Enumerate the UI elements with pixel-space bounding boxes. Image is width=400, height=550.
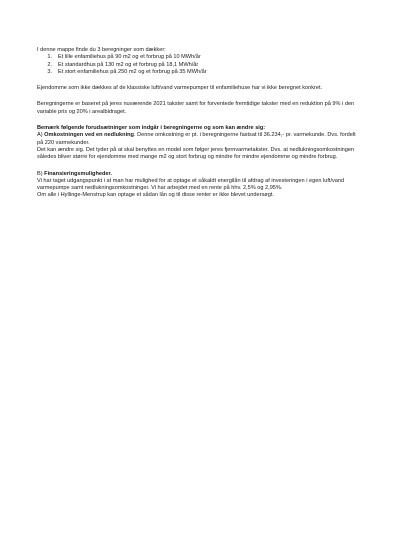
section-b-text: Vi har taget udgangspunkt i at man har mulighed for at optage et såkaldt energilån til afdrag af investeringen i egen luft/vand varmepumpe samt nedlukningsomkostninger. Vi har arbejdet med en rente på hhv. 2,5% og 2,95%. — [37, 177, 345, 192]
section-b-continuation: Om alle i Hyllinge-Menstrup kan optage et sådan lån og til disse renter er ikke blevet undersøgt. — [37, 192, 274, 199]
list-text: Et lille enfamiliehus på 90 m2 og et forbrug på 10 MWh/år — [58, 54, 201, 61]
list-text: Et standardhus på 130 m2 og et forbrug på 18,1 MWh/år — [58, 61, 199, 68]
section-a-text: . Denne omkostning er pt. i beregningerne fastsat til 36.234,- pr. varmekunde. Dvs. fordelt på 220 varmekunder. — [37, 132, 356, 146]
note-heading: Bemærk følgende forudsætninger som indgår i beregningerne og som kan ændre sig: — [37, 125, 266, 132]
list-number: 2. — [47, 61, 52, 68]
section-b-heading — [37, 171, 360, 178]
section-b-label: B) — [37, 170, 43, 177]
list-number: 3. — [47, 68, 52, 75]
basis-paragraph: Beregningerne er baseret på jeres nuværende 2021 takster samt for forventede fremtidige takster med en reduktion på 9% i den variable pris og 20% i arealbidraget. — [37, 101, 355, 115]
not-covered-paragraph: Ejendomme som ikke dækkes af de klassiske luft/vand varmepumper til enfamiliehuse har vi ikke beregnet konkret. — [37, 85, 323, 92]
list-text: Et stort enfamiliehus på 250 m2 og et forbrug på 35 MWh/år — [58, 68, 207, 75]
list-item — [37, 54, 360, 61]
section-b-title: Finansieringsmuligheder. — [44, 170, 112, 177]
list-item — [37, 62, 360, 69]
section-a-label: A) — [37, 132, 43, 139]
intro-text: I denne mappe finde du 3 beregninger som dækker: — [37, 47, 166, 53]
section-a-title: Omkostningen ved en nedlukning — [44, 132, 134, 139]
section-a-continuation: Det kan ændre sig. Det tyder på at skal benyttes en model som følger jeres fjernvarmetakster. Dvs. at nedlukningsomkostningen således bliver større for ejendomme med mange m2 og stort forbrug og mindre for mindre ejendomme og mindre forbrug. — [37, 146, 355, 161]
list-number: 1. — [47, 54, 52, 61]
list-item — [37, 69, 360, 76]
calculation-list — [37, 54, 360, 76]
section-a-paragraph — [37, 132, 360, 147]
